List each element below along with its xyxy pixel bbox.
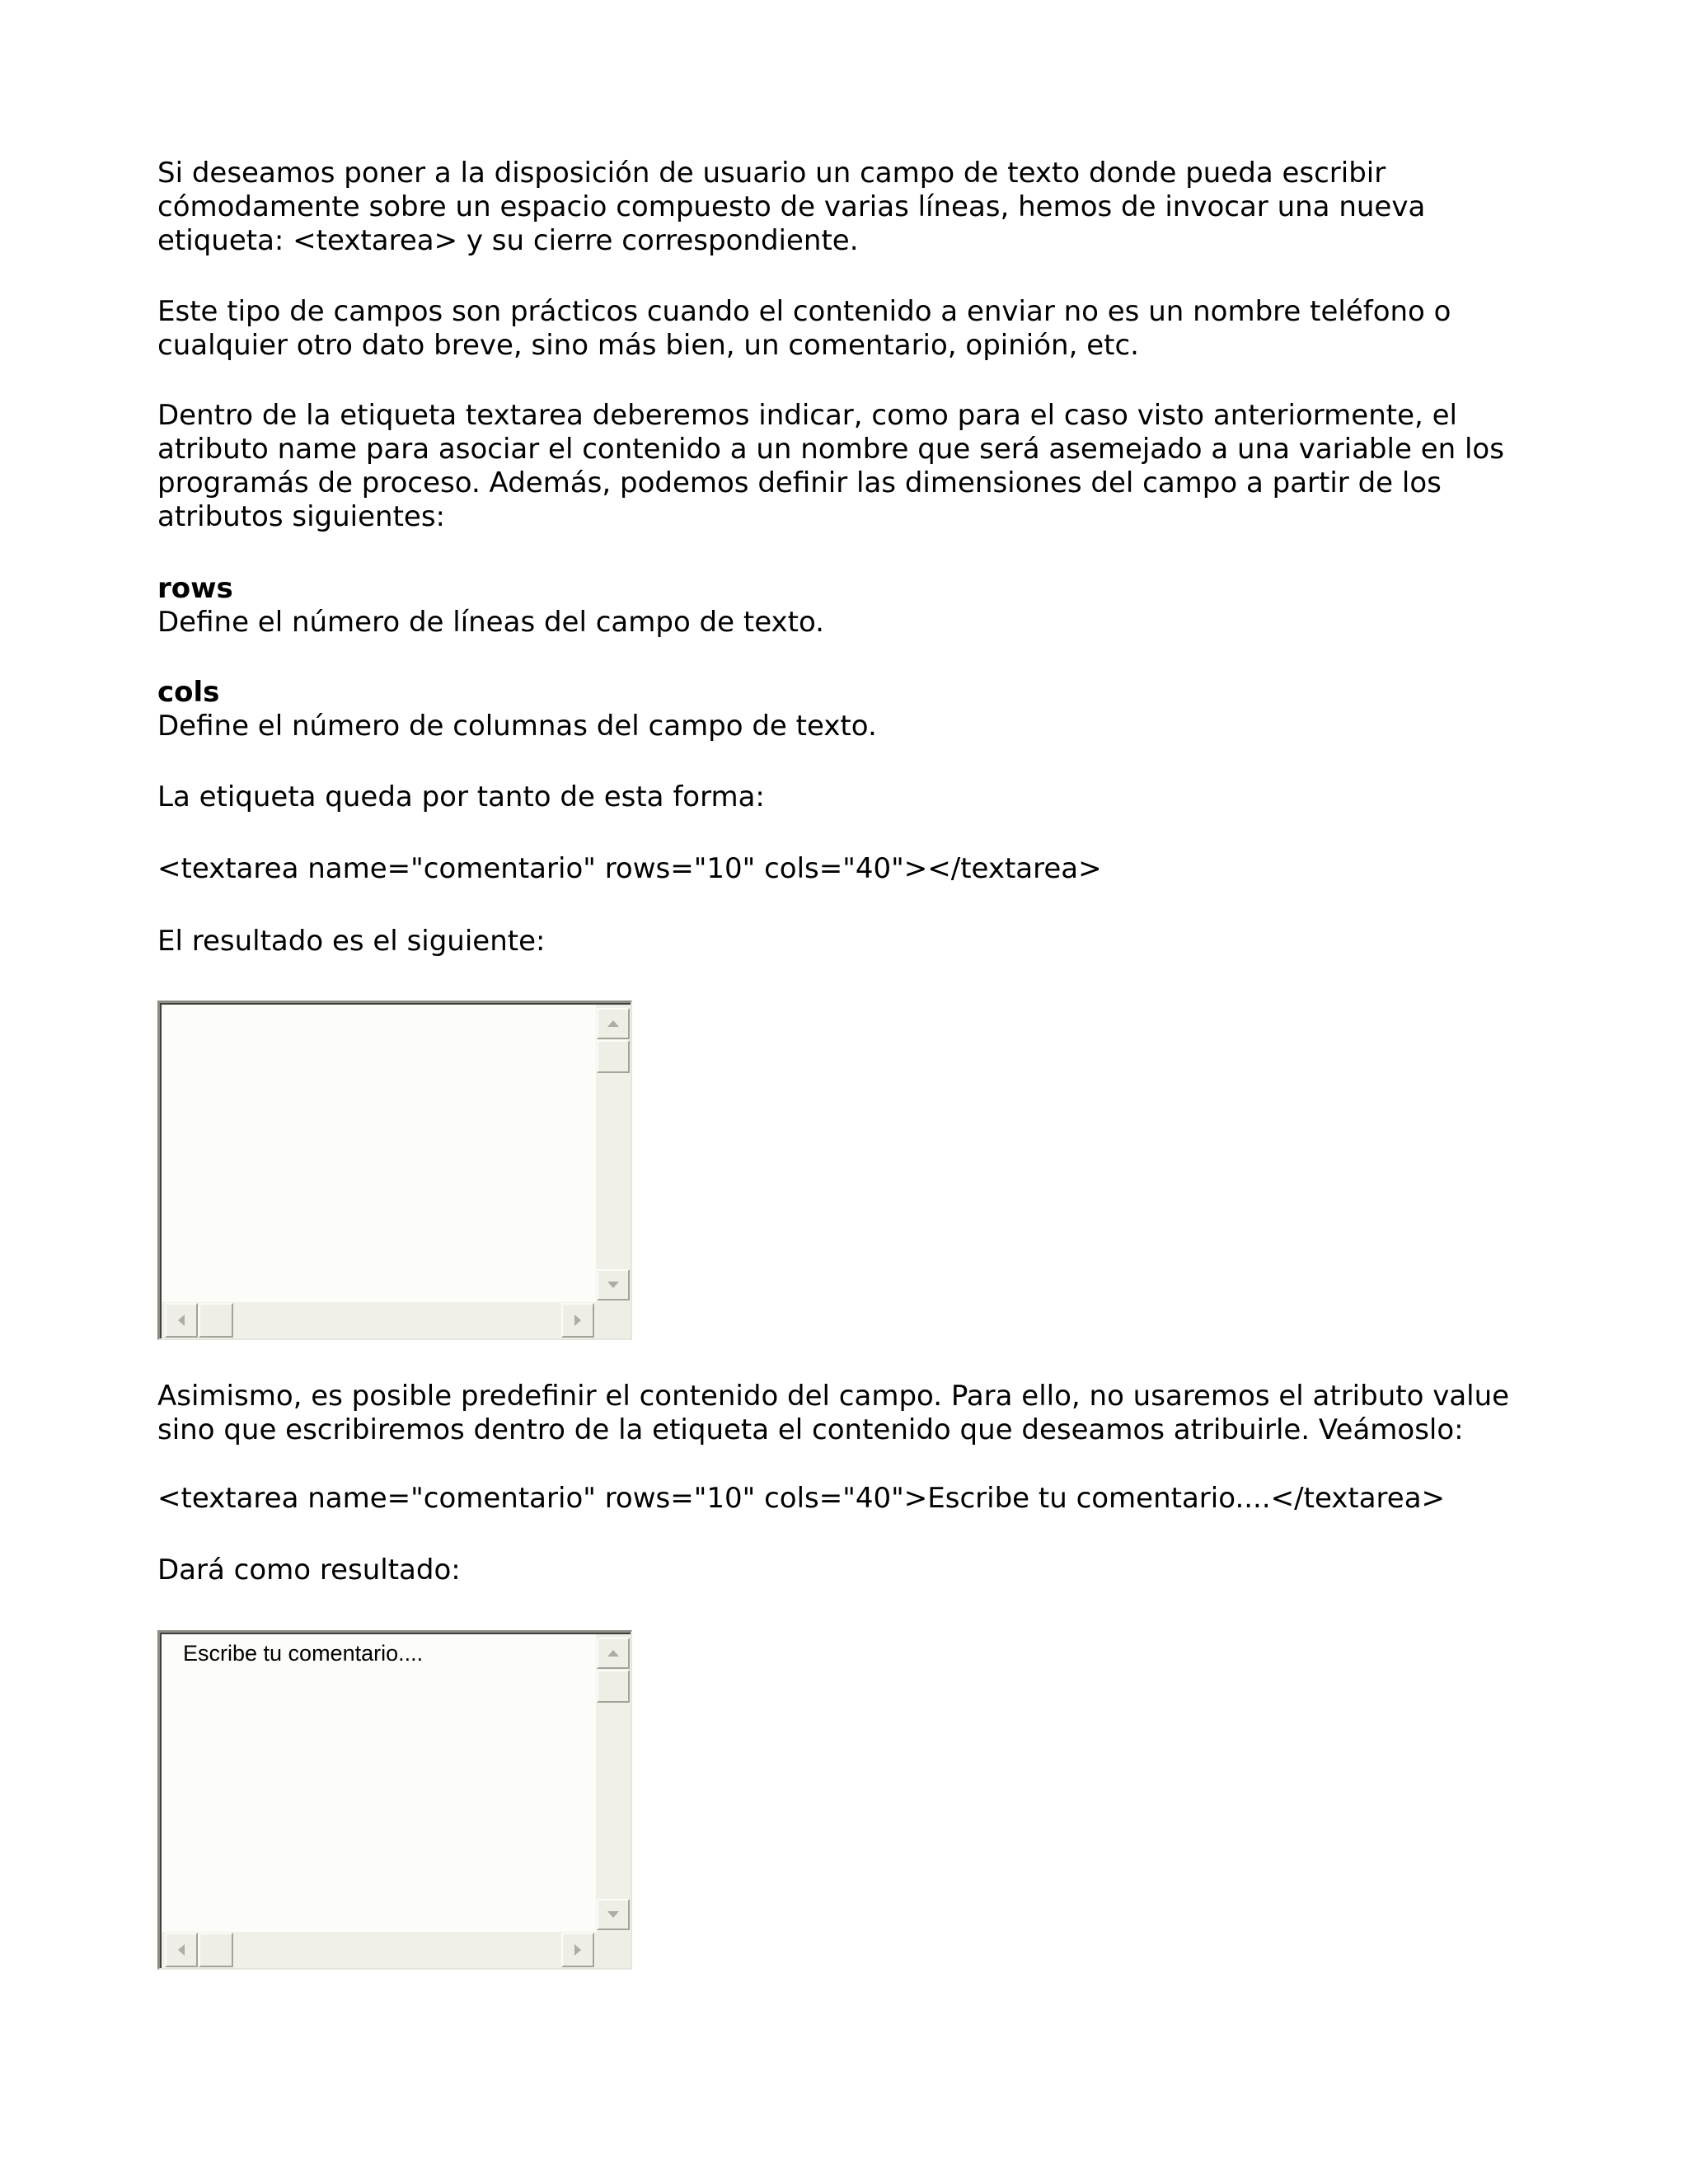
- paragraph-predefine: [157, 1380, 1542, 1447]
- scroll-right-button[interactable]: [561, 1933, 594, 1967]
- paragraph-form-intro: [157, 780, 1542, 814]
- arrow-right-icon: [574, 1315, 581, 1326]
- paragraph-attributes-intro: [157, 399, 1542, 534]
- attribute-description: Define el número de columnas del campo de texto.: [157, 710, 877, 743]
- scrollbar-corner: [596, 1302, 631, 1338]
- vertical-scrollbar[interactable]: [596, 1005, 631, 1302]
- paragraph-line: Dentro de la etiqueta textarea deberemos indicar, como para el caso visto anteriormente, el: [157, 399, 1457, 432]
- scroll-thumb[interactable]: [597, 1670, 630, 1703]
- paragraph-line: Asimismo, es posible predefinir el contenido del campo. Para ello, no usaremos el atributo value: [157, 1380, 1510, 1413]
- scroll-right-button[interactable]: [561, 1303, 594, 1338]
- scroll-up-button[interactable]: [597, 1008, 630, 1039]
- attribute-term: cols: [157, 676, 220, 709]
- paragraph-line: sino que escribiremos dentro de la etiqueta el contenido que deseamos atribuirle. Veámoslo:: [157, 1413, 1464, 1446]
- horizontal-scrollbar[interactable]: [162, 1932, 596, 1968]
- paragraph-line: Dará como resultado:: [157, 1554, 461, 1586]
- code-example-2: [157, 1482, 1542, 1516]
- paragraph-line: Este tipo de campos son prácticos cuando el contenido a enviar no es un nombre teléfono o: [157, 295, 1451, 328]
- scroll-left-button[interactable]: [165, 1933, 198, 1967]
- arrow-up-icon: [607, 1020, 619, 1027]
- arrow-down-icon: [607, 1282, 619, 1288]
- textarea-frame: [160, 1633, 631, 1968]
- paragraph-line: atributo name para asociar el contenido a un nombre que será asemejado a una variable en los: [157, 433, 1504, 466]
- code-line: <textarea name="comentario" rows="10" cols="40"></textarea>: [157, 852, 1102, 885]
- textarea-frame: [160, 1003, 631, 1338]
- result-label-1: [157, 925, 1542, 958]
- result-label-2: [157, 1554, 1542, 1587]
- code-line: <textarea name="comentario" rows="10" cols="40">Escribe tu comentario....</textarea>: [157, 1482, 1446, 1515]
- paragraph-line: programás de proceso. Además, podemos definir las dimensiones del campo a partir de los: [157, 466, 1442, 499]
- textarea-example-prefilled[interactable]: [157, 1630, 632, 1970]
- paragraph-line: El resultado es el siguiente:: [157, 925, 546, 958]
- attribute-term: rows: [157, 572, 233, 605]
- scroll-left-button[interactable]: [165, 1303, 198, 1338]
- arrow-left-icon: [178, 1944, 185, 1956]
- code-example-1: [157, 852, 1542, 886]
- vertical-scrollbar[interactable]: [596, 1634, 631, 1932]
- arrow-down-icon: [607, 1911, 619, 1918]
- textarea-example-empty[interactable]: [157, 1001, 632, 1340]
- paragraph-intro: [157, 157, 1542, 258]
- paragraph-line: cómodamente sobre un espacio compuesto de varias líneas, hemos de invocar una nueva: [157, 190, 1426, 223]
- scroll-thumb[interactable]: [597, 1040, 630, 1073]
- scroll-thumb-horizontal[interactable]: [199, 1303, 233, 1338]
- paragraph-line: atributos siguientes:: [157, 500, 445, 533]
- paragraph-line: etiqueta: <textarea> y su cierre correspondiente.: [157, 224, 859, 257]
- scroll-down-button[interactable]: [597, 1269, 630, 1301]
- scrollbar-corner: [596, 1932, 631, 1968]
- scroll-up-button[interactable]: [597, 1638, 630, 1669]
- attribute-description: Define el número de líneas del campo de texto.: [157, 606, 824, 639]
- paragraph-usage: [157, 295, 1542, 363]
- scroll-thumb-horizontal[interactable]: [199, 1933, 233, 1967]
- scroll-down-button[interactable]: [597, 1899, 630, 1930]
- paragraph-line: cualquier otro dato breve, sino más bien, un comentario, opinión, etc.: [157, 329, 1139, 362]
- paragraph-line: La etiqueta queda por tanto de esta forma:: [157, 780, 765, 813]
- horizontal-scrollbar[interactable]: [162, 1302, 596, 1338]
- arrow-left-icon: [178, 1315, 185, 1326]
- paragraph-line: Si deseamos poner a la disposición de usuario un campo de texto donde pueda escribir: [157, 157, 1386, 190]
- attribute-rows: [157, 572, 1542, 640]
- arrow-up-icon: [607, 1650, 619, 1657]
- textarea-content[interactable]: Escribe tu comentario....: [183, 1641, 424, 1666]
- attribute-cols: [157, 676, 1542, 743]
- arrow-right-icon: [574, 1944, 581, 1956]
